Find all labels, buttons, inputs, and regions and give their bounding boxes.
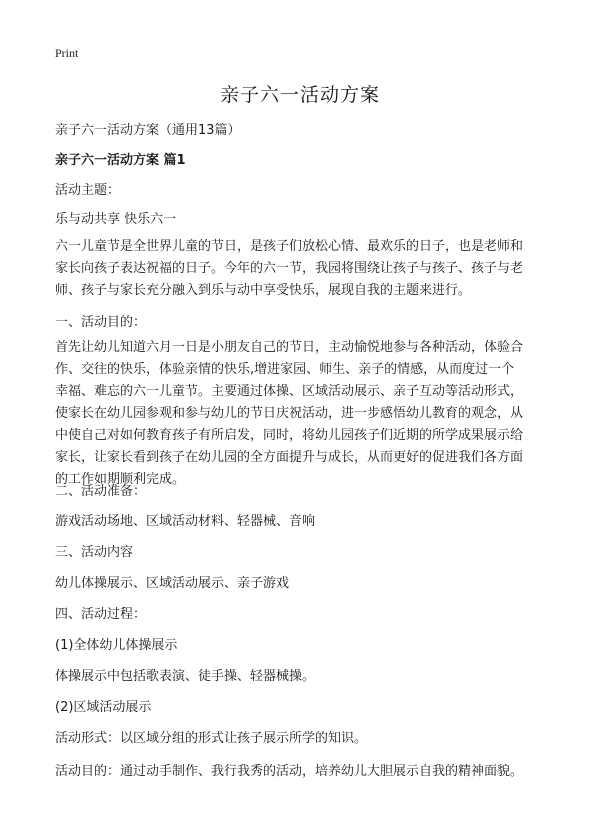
- content-heading: 三、活动内容: [55, 545, 134, 560]
- purpose-paragraph: [55, 337, 549, 491]
- intro-line: 六一儿童节是全世界儿童的节日，是孩子们放松心情、最欢乐的日子，也是老师和: [55, 239, 524, 254]
- process-heading: 四、活动过程：: [55, 607, 147, 622]
- print-label[interactable]: Print: [55, 46, 79, 60]
- document-title: 亲子六一活动方案: [219, 84, 380, 106]
- purpose-line: 首先让幼儿知道六月一日是小朋友自己的节日，主动愉悦地参与各种活动，体验合: [55, 340, 524, 355]
- step1-heading: (1)全体幼儿体操展示: [55, 638, 178, 653]
- intro-paragraph: [55, 236, 549, 302]
- purpose-heading: 一、活动目的：: [55, 315, 147, 330]
- prep-heading: 二、活动准备：: [55, 484, 147, 499]
- purpose-line: 家长，让家长看到孩子在幼儿园的全方面提升与成长，从而更好的促进我们各方面: [55, 450, 524, 465]
- theme-label: 活动主题：: [55, 183, 121, 198]
- step1-value: 体操展示中包括歌表演、徒手操、轻器械操。: [55, 669, 316, 684]
- purpose-line: 作、交往的快乐，体验亲情的快乐,增进家园、师生、亲子的情感，从而度过一个: [55, 362, 515, 377]
- theme-value: 乐与动共享 快乐六一: [55, 212, 177, 227]
- step2-goal: 活动目的：通过动手制作、我行我秀的活动，培养幼儿大胆展示自我的精神面貌。: [55, 764, 524, 779]
- step2-heading: (2)区域活动展示: [55, 700, 152, 715]
- document-subtitle: 亲子六一活动方案（通用13篇）: [55, 123, 241, 138]
- prep-value: 游戏活动场地、区域活动材料、轻器械、音响: [55, 514, 316, 529]
- step2-form: 活动形式：以区域分组的形式让孩子展示所学的知识。: [55, 731, 368, 746]
- intro-line: 家长向孩子表达祝福的日子。今年的六一节，我园将围绕让孩子与孩子、孩子与老: [55, 261, 524, 276]
- content-value: 幼儿体操展示、区域活动展示、亲子游戏: [55, 576, 290, 591]
- section-title: 亲子六一活动方案 篇1: [55, 153, 186, 168]
- intro-line: 师、孩子与家长充分融入到乐与动中享受快乐，展现自我的主题来进行。: [55, 283, 472, 298]
- purpose-line: 中使自己对如何教育孩子有所启发，同时，将幼儿园孩子们近期的所学成果展示给: [55, 428, 524, 443]
- purpose-line: 使家长在幼儿园参观和参与幼儿的节日庆祝活动，进一步感悟幼儿教育的观念，从: [55, 406, 524, 421]
- purpose-line: 的工作如期顺利完成。: [55, 472, 186, 487]
- purpose-line: 幸福、难忘的六一儿童节。主要通过体操、区域活动展示、亲子互动等活动形式，: [55, 384, 524, 399]
